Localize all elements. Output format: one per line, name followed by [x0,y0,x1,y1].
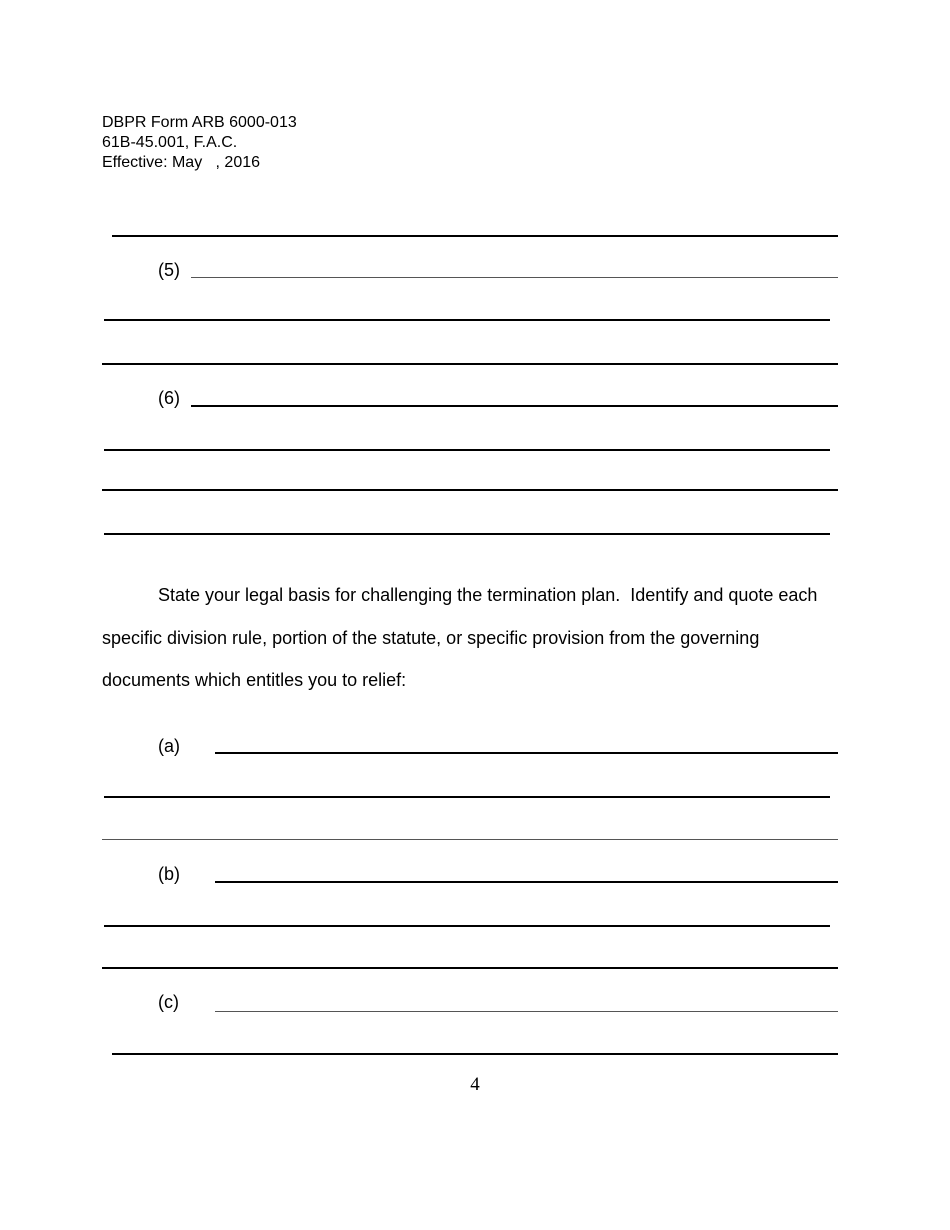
item-label-b: (b) [158,864,180,884]
answer-line-a[interactable] [215,752,838,754]
answer-line-5[interactable] [191,277,838,278]
item-label-6: (6) [158,388,180,408]
item-label-a: (a) [158,736,180,756]
effective-date: Effective: May , 2016 [102,154,261,171]
answer-line[interactable] [104,925,830,927]
answer-line[interactable] [102,363,838,365]
instructions-line-1: State your legal basis for challenging the termination plan. Identify and quote each [158,585,818,605]
answer-line[interactable] [102,489,838,491]
answer-line[interactable] [104,533,830,535]
answer-line-6[interactable] [191,405,838,407]
answer-line[interactable] [102,839,838,840]
item-label-c: (c) [158,992,179,1012]
form-number: DBPR Form ARB 6000-013 [102,114,297,131]
answer-line-c[interactable] [215,1011,838,1012]
item-label-5: (5) [158,260,180,280]
answer-line[interactable] [112,235,838,237]
answer-line[interactable] [104,796,830,798]
answer-line-b[interactable] [215,881,838,883]
rule-citation: 61B-45.001, F.A.C. [102,134,238,151]
page-number: 4 [470,1074,480,1095]
answer-line[interactable] [104,319,830,321]
instructions-line-2: specific division rule, portion of the statute, or specific provision from the governing [102,628,760,648]
answer-line[interactable] [102,967,838,969]
instructions-line-3: documents which entitles you to relief: [102,670,407,690]
answer-line[interactable] [104,449,830,451]
answer-line[interactable] [112,1053,838,1055]
